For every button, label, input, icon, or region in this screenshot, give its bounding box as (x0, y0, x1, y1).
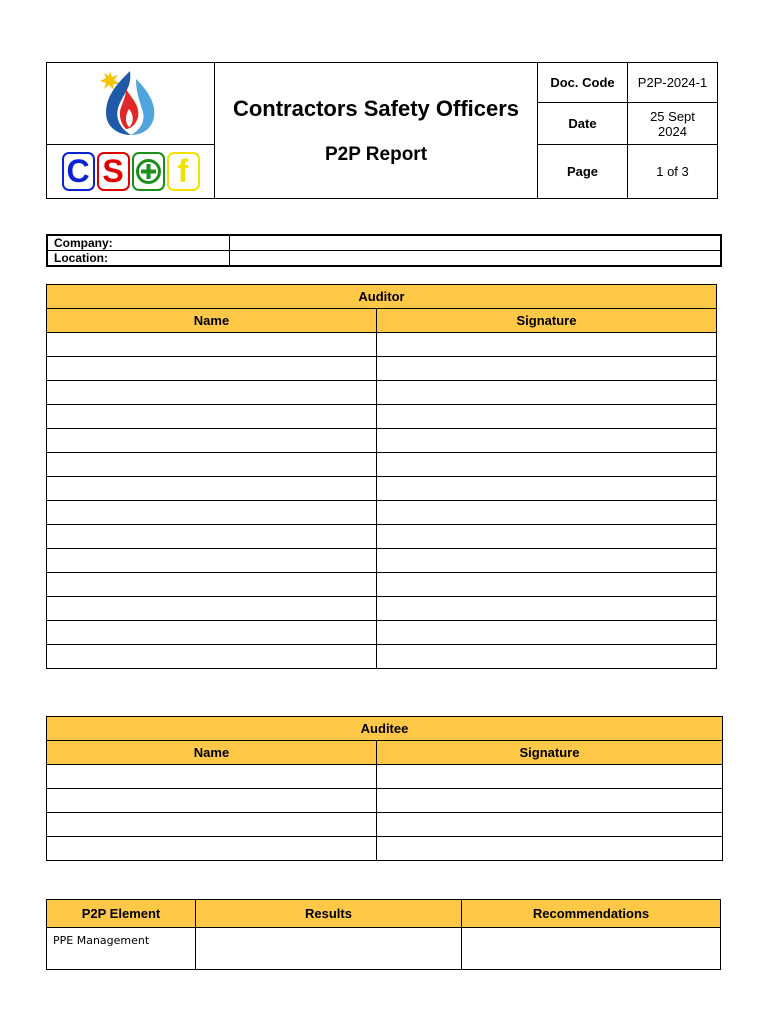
auditor-name-cell[interactable] (47, 645, 377, 669)
company-location-table (46, 234, 722, 267)
doc-code-label: Doc. Code (538, 63, 628, 103)
auditee-row (47, 765, 723, 789)
auditor-name-cell[interactable] (47, 597, 377, 621)
p2p-element-table (46, 899, 721, 970)
auditor-row (47, 645, 717, 669)
logo-letter-c: C (62, 152, 95, 191)
auditor-name-cell[interactable] (47, 333, 377, 357)
auditor-signature-cell[interactable] (377, 429, 717, 453)
auditor-row (47, 597, 717, 621)
logo-letter-f: f (167, 152, 200, 191)
page-subtitle: P2P Report (324, 143, 428, 165)
auditor-row (47, 477, 717, 501)
auditee-table (46, 716, 723, 861)
auditor-name-cell[interactable] (47, 429, 377, 453)
auditor-title: Auditor (47, 285, 717, 309)
flame-logo-icon (96, 65, 166, 137)
auditor-signature-cell[interactable] (377, 549, 717, 573)
logo-plus-icon (132, 152, 165, 191)
auditee-name-cell[interactable] (47, 837, 377, 861)
auditee-signature-cell[interactable] (377, 765, 723, 789)
auditor-name-cell[interactable] (47, 573, 377, 597)
auditor-row (47, 549, 717, 573)
date-value-line2: 2024 (658, 123, 687, 139)
logo-letters-cell (47, 145, 215, 199)
p2p-element-cell: PPE Management (47, 928, 196, 970)
p2p-element-header: P2P Element (47, 900, 196, 928)
doc-code-value: P2P-2024-1 (628, 63, 718, 103)
auditee-row (47, 789, 723, 813)
auditee-signature-cell[interactable] (377, 837, 723, 861)
auditor-signature-cell[interactable] (377, 597, 717, 621)
logo-letter-s: S (97, 152, 130, 191)
auditor-row (47, 453, 717, 477)
page-label: Page (538, 145, 628, 199)
auditor-signature-cell[interactable] (377, 477, 717, 501)
results-header: Results (196, 900, 462, 928)
auditor-row (47, 573, 717, 597)
auditor-name-cell[interactable] (47, 501, 377, 525)
auditor-row (47, 405, 717, 429)
auditee-row (47, 813, 723, 837)
location-label: Location: (47, 251, 229, 267)
auditor-name-cell[interactable] (47, 621, 377, 645)
auditor-row (47, 357, 717, 381)
auditor-name-cell[interactable] (47, 453, 377, 477)
auditor-signature-cell[interactable] (377, 645, 717, 669)
company-field[interactable] (229, 235, 721, 251)
recommendations-header: Recommendations (462, 900, 721, 928)
auditor-table (46, 284, 717, 669)
auditor-signature-cell[interactable] (377, 453, 717, 477)
auditee-name-cell[interactable] (47, 789, 377, 813)
auditor-name-cell[interactable] (47, 381, 377, 405)
auditor-name-cell[interactable] (47, 549, 377, 573)
auditor-signature-cell[interactable] (377, 333, 717, 357)
auditee-signature-cell[interactable] (377, 789, 723, 813)
auditor-row (47, 501, 717, 525)
company-label: Company: (47, 235, 229, 251)
auditee-title: Auditee (47, 717, 723, 741)
auditor-signature-header: Signature (377, 309, 717, 333)
recommendations-cell[interactable] (462, 928, 721, 970)
auditor-row (47, 381, 717, 405)
auditee-signature-header: Signature (377, 741, 723, 765)
auditor-name-cell[interactable] (47, 525, 377, 549)
date-label: Date (538, 103, 628, 145)
auditor-signature-cell[interactable] (377, 381, 717, 405)
auditor-row (47, 525, 717, 549)
auditor-signature-cell[interactable] (377, 573, 717, 597)
auditee-row (47, 837, 723, 861)
date-value (628, 103, 718, 145)
auditor-signature-cell[interactable] (377, 405, 717, 429)
auditor-name-cell[interactable] (47, 357, 377, 381)
logo-flame-cell (47, 63, 215, 145)
document-header (46, 62, 718, 199)
results-cell[interactable] (196, 928, 462, 970)
page-title: Contractors Safety Officers (232, 95, 520, 121)
auditor-signature-cell[interactable] (377, 621, 717, 645)
auditee-name-cell[interactable] (47, 813, 377, 837)
page-value: 1 of 3 (628, 145, 718, 199)
auditor-row (47, 333, 717, 357)
auditor-signature-cell[interactable] (377, 525, 717, 549)
title-cell (215, 63, 538, 199)
date-value-line1: 25 Sept (650, 108, 695, 124)
auditee-name-header: Name (47, 741, 377, 765)
auditor-signature-cell[interactable] (377, 357, 717, 381)
auditee-signature-cell[interactable] (377, 813, 723, 837)
auditor-row (47, 621, 717, 645)
auditor-row (47, 429, 717, 453)
auditor-name-cell[interactable] (47, 405, 377, 429)
location-field[interactable] (229, 251, 721, 267)
auditor-name-header: Name (47, 309, 377, 333)
auditor-signature-cell[interactable] (377, 501, 717, 525)
auditee-name-cell[interactable] (47, 765, 377, 789)
auditor-name-cell[interactable] (47, 477, 377, 501)
